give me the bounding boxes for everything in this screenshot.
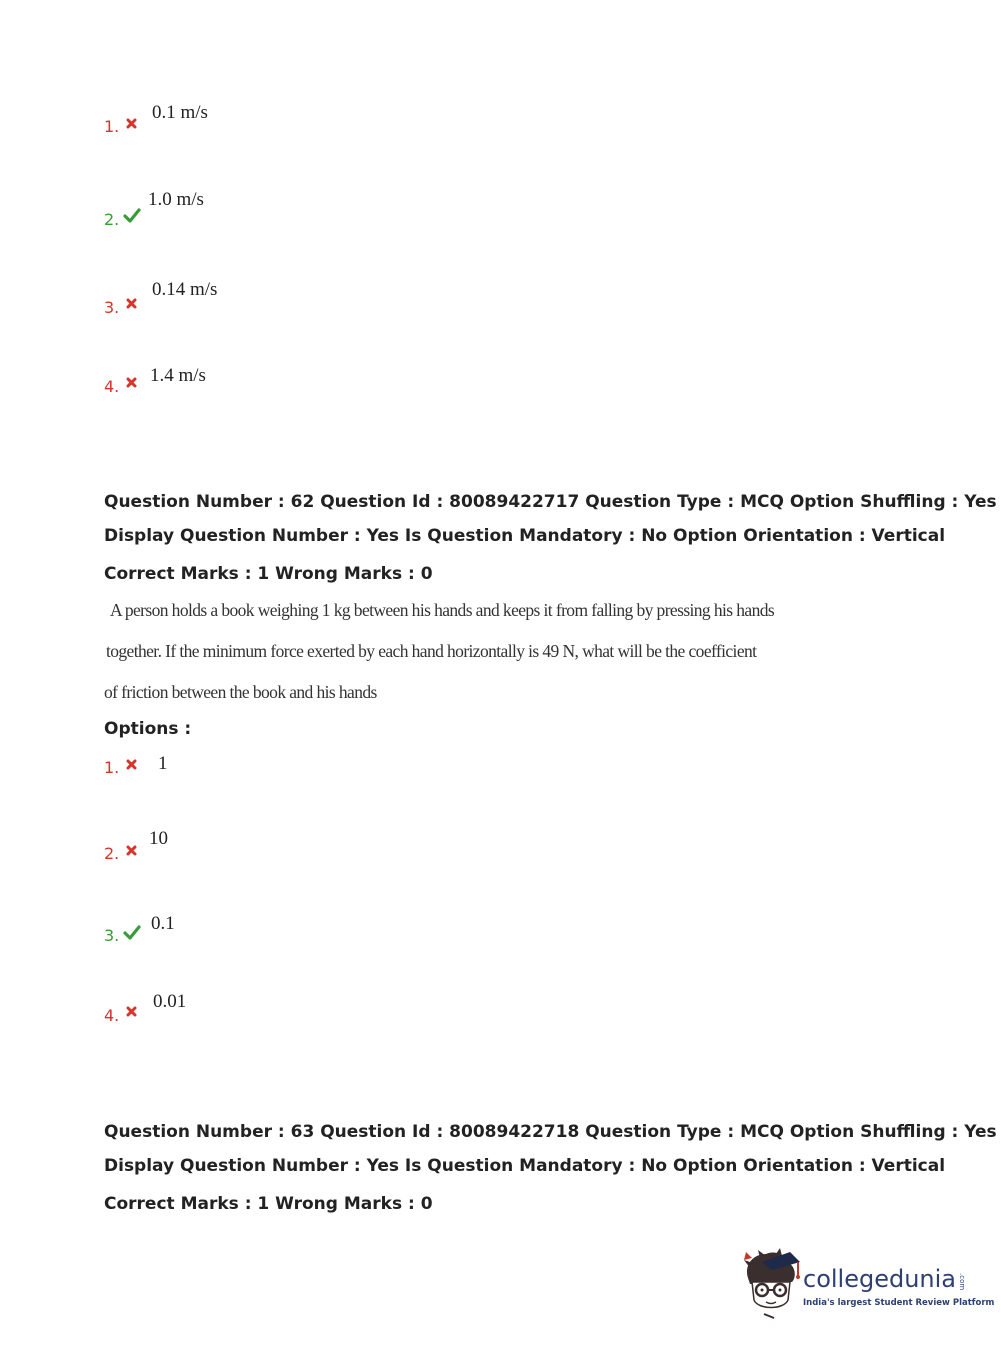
option-number: 4. xyxy=(104,1006,120,1025)
question-meta-line: Question Number : 63 Question Id : 80089422718 Question Type : MCQ Option Shuffling : Yes xyxy=(104,1122,997,1142)
option-value: 1.4 m/s xyxy=(150,365,206,386)
question-marks: Correct Marks : 1 Wrong Marks : 0 xyxy=(104,564,433,584)
brand-tagline: India's largest Student Review Platform xyxy=(803,1298,995,1308)
question-meta-line: Display Question Number : Yes Is Question Mandatory : No Option Orientation : Vertical xyxy=(104,526,946,546)
option-value: 0.01 xyxy=(153,991,187,1012)
option-value: 0.1 xyxy=(151,913,175,934)
option-number: 3. xyxy=(104,298,120,317)
question-text-line: of friction between the book and his hands xyxy=(104,682,377,702)
option-value: 1.0 m/s xyxy=(148,189,204,210)
brand-name: collegedunia xyxy=(803,1265,957,1293)
option-number: 3. xyxy=(104,926,120,945)
check-icon xyxy=(123,208,141,223)
question-meta-line: Question Number : 62 Question Id : 80089422717 Question Type : MCQ Option Shuffling : Yes xyxy=(104,492,997,512)
question-text-line: A person holds a book weighing 1 kg between his hands and keeps it from falling by pressing his hands xyxy=(110,600,775,620)
option-number: 1. xyxy=(104,758,120,777)
cross-icon xyxy=(126,759,137,770)
question-meta-line: Display Question Number : Yes Is Question Mandatory : No Option Orientation : Vertical xyxy=(104,1156,946,1176)
question-text-line: together. If the minimum force exerted by each hand horizontally is 49 N, what will be the coefficient xyxy=(106,641,757,661)
cross-icon xyxy=(126,1006,137,1017)
options-label: Options : xyxy=(104,719,192,739)
option-value: 0.14 m/s xyxy=(152,279,218,300)
check-icon xyxy=(123,925,141,940)
brand-suffix: .com xyxy=(958,1273,966,1291)
cross-icon xyxy=(126,118,137,129)
mascot-icon xyxy=(740,1248,802,1320)
option-number: 2. xyxy=(104,844,120,863)
option-value: 10 xyxy=(149,828,168,849)
option-value: 0.1 m/s xyxy=(152,102,208,123)
option-value: 1 xyxy=(158,753,168,774)
cross-icon xyxy=(126,298,137,309)
cross-icon xyxy=(126,845,137,856)
option-number: 4. xyxy=(104,377,120,396)
cross-icon xyxy=(126,377,137,388)
option-number: 1. xyxy=(104,117,120,136)
question-marks: Correct Marks : 1 Wrong Marks : 0 xyxy=(104,1194,433,1214)
option-number: 2. xyxy=(104,210,120,229)
